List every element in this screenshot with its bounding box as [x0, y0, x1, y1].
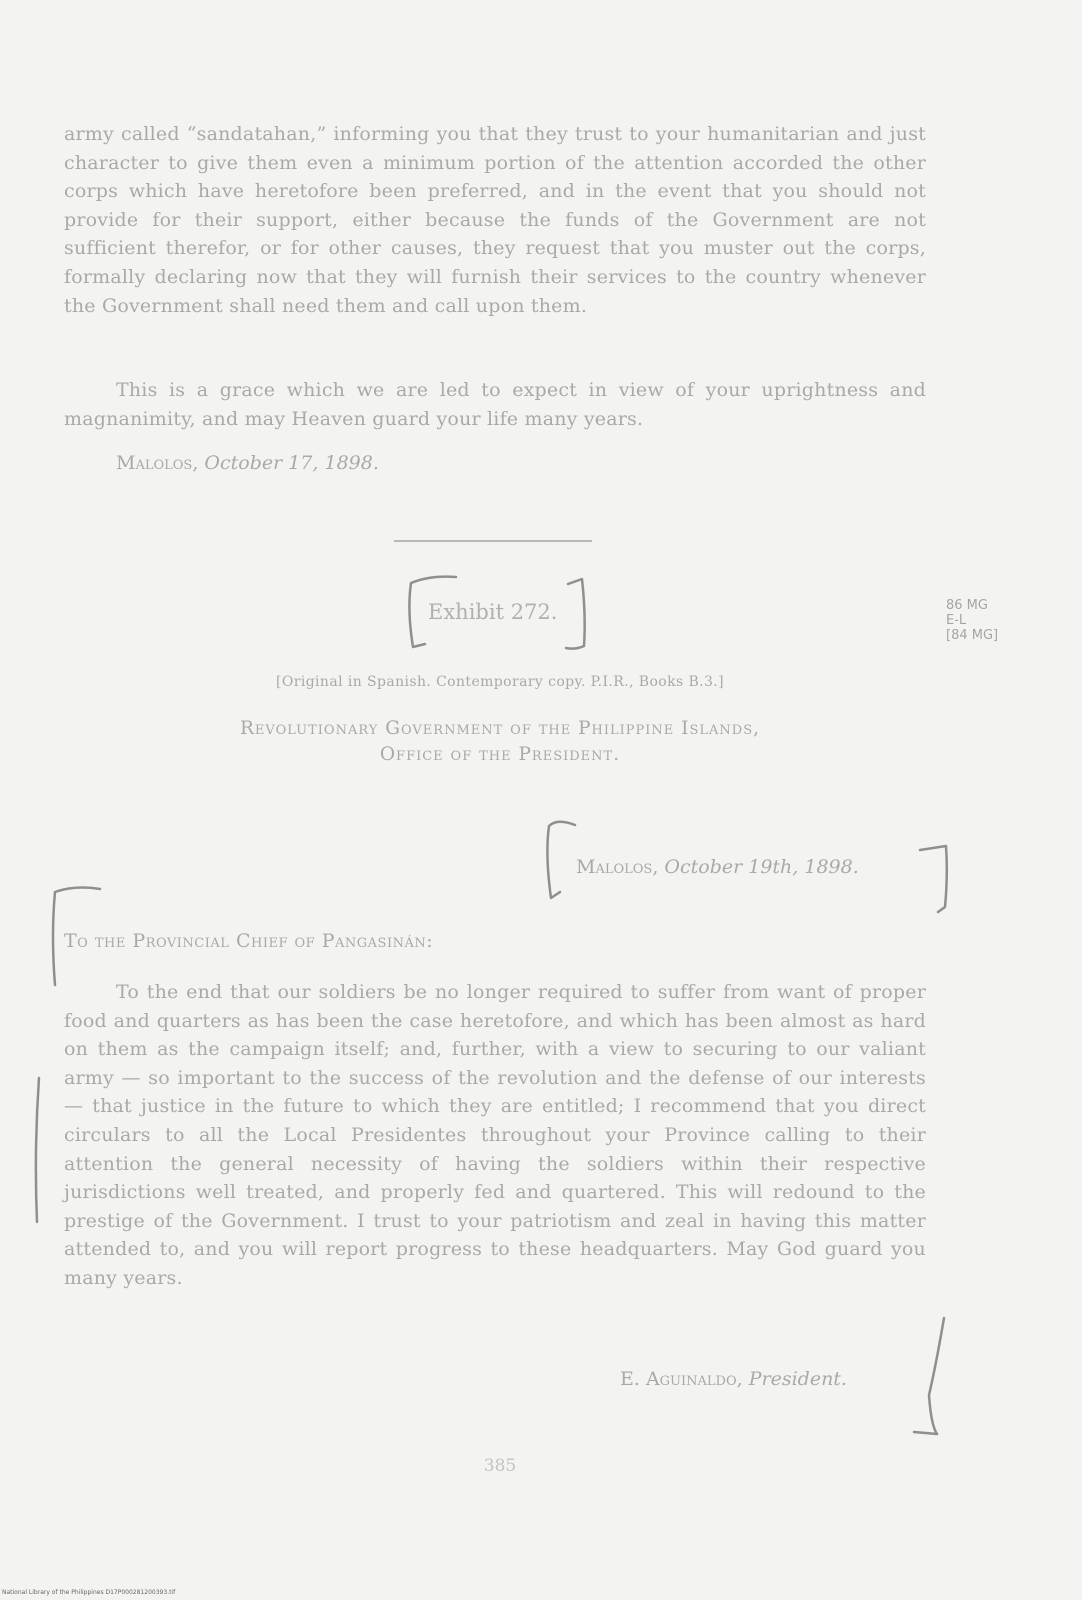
exhibit-bracket-right: [566, 579, 585, 649]
dateline-place: Malolos,: [576, 856, 659, 878]
office-heading: Office of the President.: [379, 744, 621, 765]
addressee-line: To the Provincial Chief of Pangasinán:: [64, 930, 434, 952]
signature-bracket: [914, 1318, 944, 1434]
signatory-name: E. Aguinaldo,: [620, 1368, 743, 1390]
government-heading: Revolutionary Government of the Philippine Islands,: [240, 718, 760, 739]
dateline-bracket-left: [547, 822, 575, 898]
letter-paragraph-2: This is a grace which we are led to expect in view of your uprightness and magnanimity, and may Heaven guard your life many years.: [64, 379, 926, 430]
dateline-date: October 17, 1898.: [204, 452, 379, 474]
dateline-place: Malolos,: [116, 452, 199, 474]
exhibit-label: Exhibit 272.: [428, 600, 558, 624]
margin-annotation: 86 MG E-L [84 MG]: [946, 598, 999, 643]
source-note: [Original in Spanish. Contemporary copy. P.I.R., Books B.3.]: [275, 674, 724, 690]
signatory-title: President.: [748, 1368, 847, 1390]
address-bracket: [53, 888, 100, 985]
letter-paragraph-1: army called “sandatahan,” informing you that they trust to your humanitarian and just character to give them even a minimum portion of the attention accorded the other corps which have heretofore been preferred, and in the event that you should not provide for their support, either because the funds of the Government are not sufficient therefor, or for other causes, they request that you muster out the corps, formally declaring now that they will furnish their services to the country whenever the Government shall need them and call upon them.: [64, 123, 926, 317]
exhibit-bracket-left: [409, 577, 456, 647]
dateline-date: October 19th, 1898.: [664, 856, 859, 878]
archive-footer: National Library of the Philippines D17P000281200393.tif: [2, 1589, 176, 1596]
dateline-bracket-right: [920, 846, 947, 912]
body-margin-line: [36, 1078, 39, 1222]
page-number: 385: [483, 1456, 517, 1476]
letter-body: To the end that our soldiers be no longer required to suffer from want of proper food and quarters as has been the case heretofore, and which has been almost as hard on them as the campaign itself; and, further, with a view to securing to our valiant army — so important to the success of the revolution and the defense of our interests — that justice in the future to which they are entitled; I recommend that you direct circulars to all the Local Presidentes throughout your Province calling to their attention the general necessity of having the soldiers within their respective jurisdictions well treated, and properly fed and quartered. This will redound to the prestige of the Government. I trust to your patriotism and zeal in having this matter attended to, and you will report progress to these headquarters. May God guard you many years.: [64, 981, 926, 1289]
